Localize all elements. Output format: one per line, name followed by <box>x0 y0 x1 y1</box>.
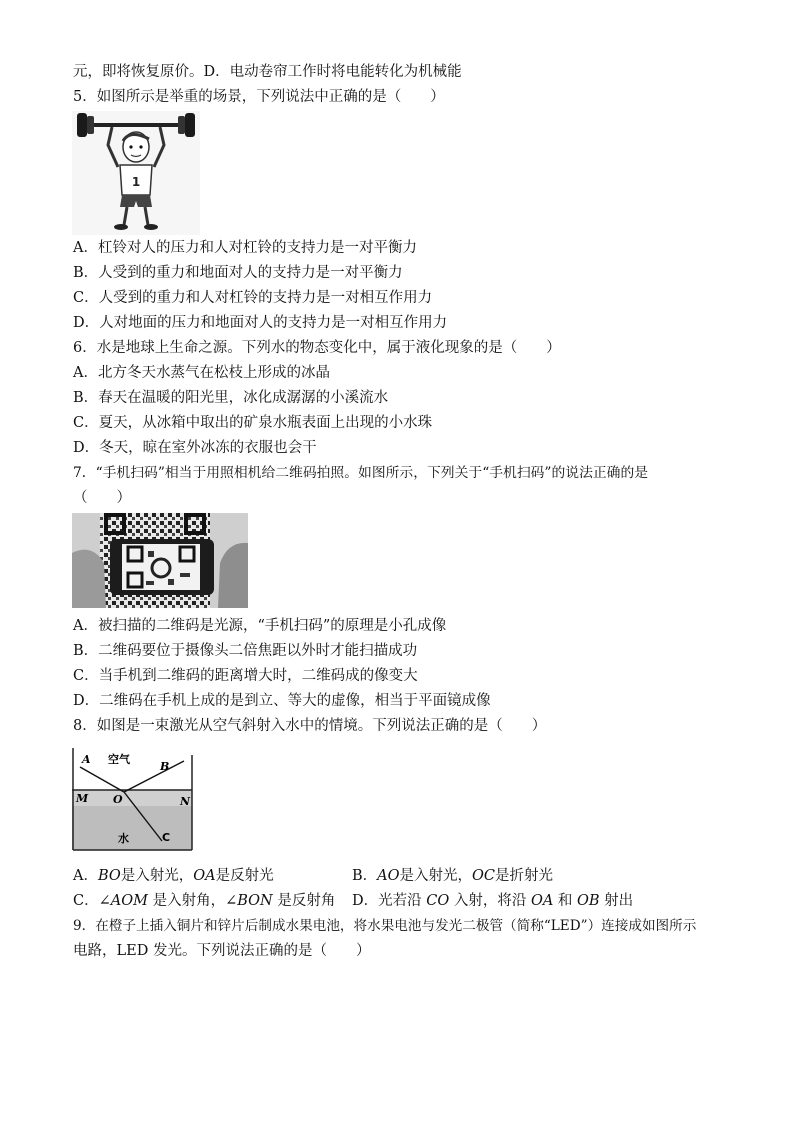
q7-option-c: C．当手机到二维码的距离增大时，二维码成的像变大 <box>73 668 418 684</box>
q6-stem: 6．水是地球上生命之源。下列水的物态变化中，属于液化现象的是（ ） <box>73 340 561 356</box>
q8-stem: 8．如图是一束激光从空气斜射入水中的情境。下列说法正确的是（ ） <box>73 718 547 734</box>
q8-option-d: D．光若沿 CO 入射，将沿 OA 和 OB 射出 <box>352 893 634 909</box>
label-m: M <box>76 792 89 805</box>
q6-option-a: A．北方冬天水蒸气在松枝上形成的冰晶 <box>73 365 330 381</box>
q5-option-d: D．人对地面的压力和地面对人的支持力是一对相互作用力 <box>73 315 448 331</box>
q7-option-a: A．被扫描的二维码是光源，“手机扫码”的原理是小孔成像 <box>73 618 447 634</box>
q7-stem-tail: （ ） <box>73 490 131 506</box>
q6-option-c: C．夏天，从冰箱中取出的矿泉水瓶表面上出现的小水珠 <box>73 415 433 431</box>
qr-scan-photo <box>72 513 248 608</box>
q6-option-d: D．冬天，晾在室外冰冻的衣服也会干 <box>73 440 317 456</box>
q5-stem: 5．如图所示是举重的场景，下列说法中正确的是（ ） <box>73 89 445 105</box>
q9-stem-line1: 9．在橙子上插入铜片和锌片后制成水果电池，将水果电池与发光二极管（简称“LED”）连接成如图所示 <box>73 918 697 934</box>
label-a: A <box>82 753 91 766</box>
label-air: 空气 <box>108 753 130 766</box>
q5-option-c: C．人受到的重力和人对杠铃的支持力是一对相互作用力 <box>73 290 433 306</box>
label-water: 水 <box>118 832 129 845</box>
q7-stem: 7．“手机扫码”相当于用照相机给二维码拍照。如图所示，下列关于“手机扫码”的说法正确的是 <box>73 465 649 481</box>
q8-option-c: C．∠AOM 是入射角，∠BON 是反射角 <box>73 893 336 909</box>
q8-option-a: A．BO是入射光，OA是反射光 <box>73 868 274 884</box>
q7-option-b: B．二维码要位于摄像头二倍焦距以外时才能扫描成功 <box>73 643 418 659</box>
q8-option-b: B．AO是入射光，OC是折射光 <box>352 868 553 884</box>
q7-option-d: D．二维码在手机上成的是到立、等大的虚像，相当于平面镜成像 <box>73 693 491 709</box>
label-o: O <box>113 793 123 806</box>
weightlifter-figure <box>72 111 200 235</box>
refraction-diagram <box>72 745 196 853</box>
q6-option-b: B．春天在温暖的阳光里，冰化成潺潺的小溪流水 <box>73 390 389 406</box>
q5-option-a: A．杠铃对人的压力和人对杠铃的支持力是一对平衡力 <box>73 240 417 256</box>
jersey-number: 1 <box>131 175 141 189</box>
q5-option-b: B．人受到的重力和地面对人的支持力是一对平衡力 <box>73 265 403 281</box>
label-b: B <box>160 760 170 773</box>
label-c: C <box>162 831 171 844</box>
label-n: N <box>180 795 191 808</box>
q9-stem-line2: 电路，LED 发光。下列说法正确的是（ ） <box>73 943 371 959</box>
intro-line: 元，即将恢复原价。D．电动卷帘工作时将电能转化为机械能 <box>73 64 462 80</box>
